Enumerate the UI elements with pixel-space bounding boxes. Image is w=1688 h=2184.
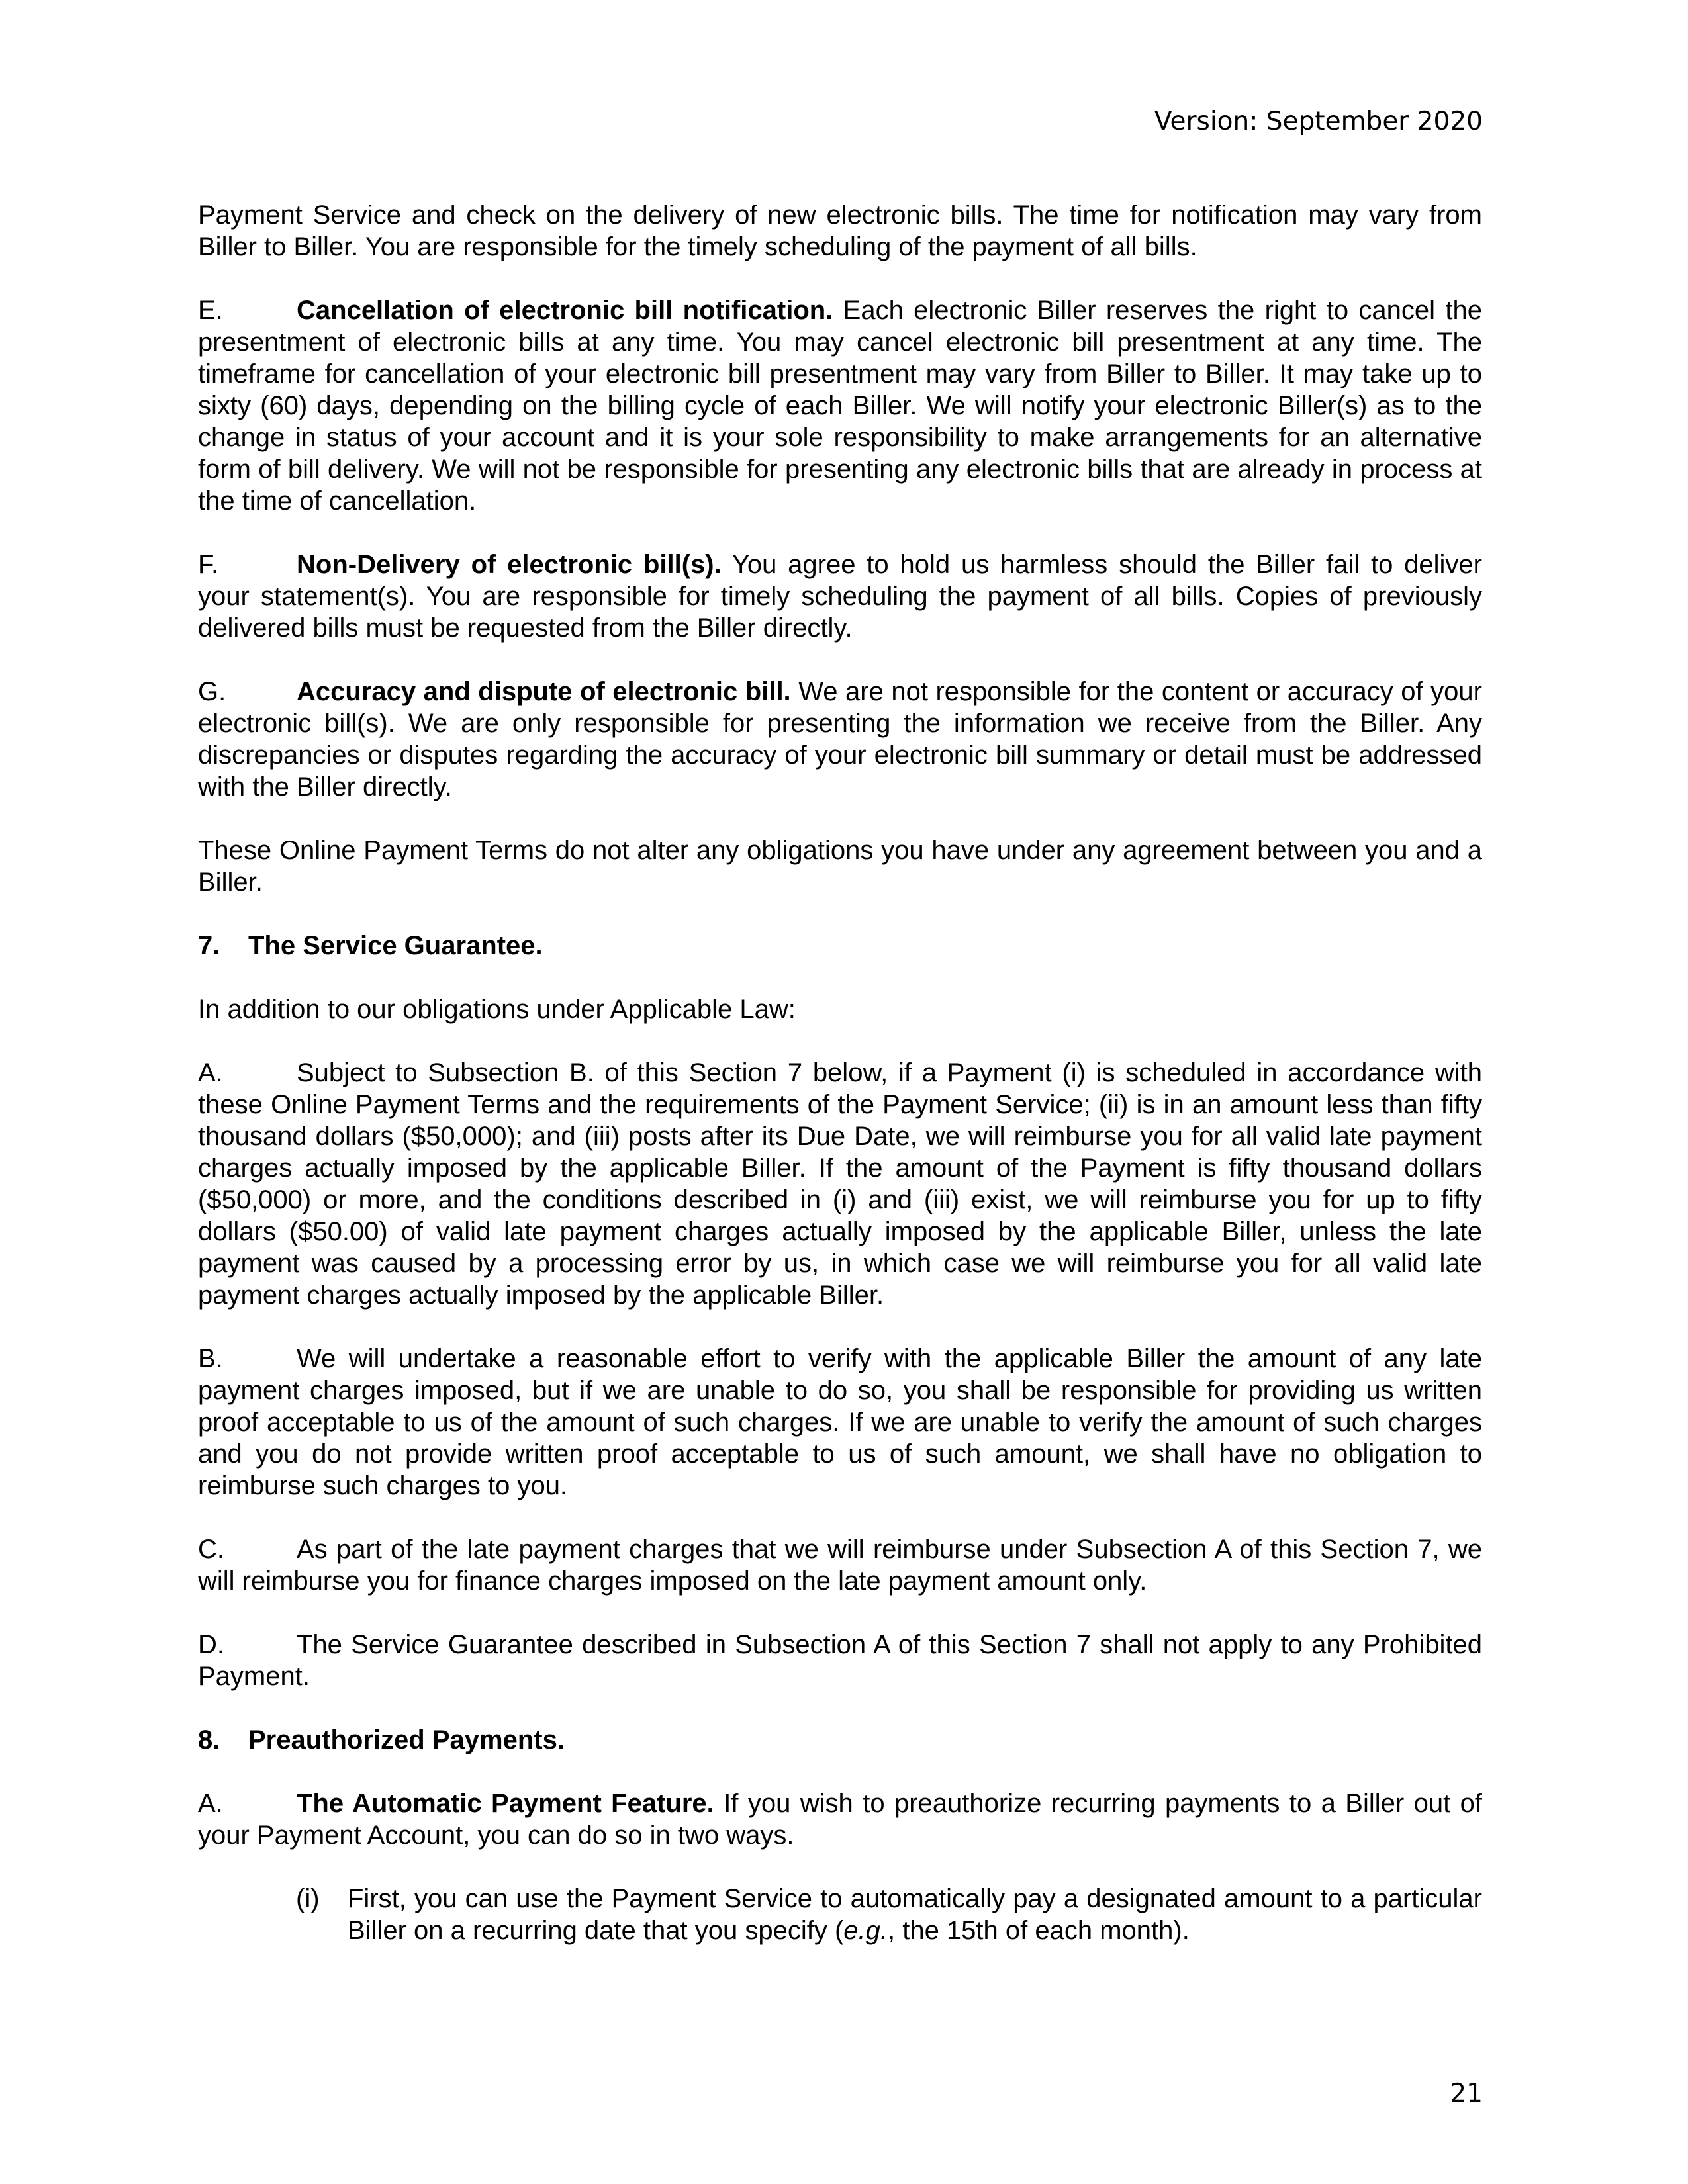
item-label: (i) <box>296 1884 320 1913</box>
item-body-before: First, you can use the Payment Service to automatically pay a designated amount to a particular Biller on a recurring date that you specify ( <box>348 1884 1482 1945</box>
intro-paragraph: Payment Service and check on the delivery of new electronic bills. The time for notification may vary from Biller to Biller. You are responsible for the timely scheduling of the payment of all bills. <box>198 201 1482 261</box>
paragraph-title: The Automatic Payment Feature. <box>297 1789 714 1818</box>
section-title: Preauthorized Payments. <box>248 1725 565 1754</box>
section-number: 7. <box>198 931 220 960</box>
paragraph-body: If you wish to preauthorize recurring payments to a Biller out of your Payment Account, you can do so in two ways. <box>198 1789 1482 1850</box>
paragraph-body: Subject to Subsection B. of this Section 7 below, if a Payment (i) is scheduled in accordance with these Online Payment Terms and the requirements of the Payment Service; (ii) is in an amount less than fifty thousand dollars ($50,000); and (iii) posts after its Due Date, we will reimburse you for all valid late payment charges actually imposed by the applicable Biller. If the amount of the Payment is fifty thousand dollars ($50,000) or more, and the conditions described in (i) and (iii) exist, we will reimburse you for up to fifty dollars ($50.00) of valid late payment charges actually imposed by the applicable Biller, unless the late payment was caused by a processing error by us, in which case we will reimburse you for all valid late payment charges actually imposed by the applicable Biller. <box>198 1058 1482 1310</box>
section-7-heading <box>198 930 1482 962</box>
paragraph-label: C. <box>198 1535 224 1564</box>
paragraph-label: F. <box>198 550 219 579</box>
paragraph-body: We are not responsible for the content or accuracy of your electronic bill(s). We are only responsible for presenting the information we receive from the Biller. Any discrepancies or disputes regarding the accuracy of your electronic bill summary or detail must be addressed with the Biller directly. <box>198 677 1482 801</box>
paragraph-body: Each electronic Biller reserves the right to cancel the presentment of electronic bills at any time. You may cancel electronic bill presentment at any time. The timeframe for cancellation of your electronic bill presentment may vary from Biller to Biller. It may take up to sixty (60) days, depending on the billing cycle of each Biller. We will notify your electronic Biller(s) as to the change in status of your account and it is your sole responsibility to make arrangements for an alternative form of bill delivery. We will not be responsible for presenting any electronic bills that are already in process at the time of cancellation. <box>198 296 1482 516</box>
page-number: 21 <box>1450 2079 1483 2109</box>
paragraph-label: A. <box>198 1789 223 1818</box>
section-7-paragraph-d <box>198 1629 1482 1692</box>
paragraph-label: G. <box>198 677 226 706</box>
paragraph-e <box>198 295 1482 517</box>
paragraph-label: E. <box>198 296 223 325</box>
paragraph-g <box>198 676 1482 803</box>
section-7-paragraph-b <box>198 1343 1482 1502</box>
paragraph-title: Cancellation of electronic bill notification. <box>297 296 833 325</box>
section-8-paragraph-a <box>198 1788 1482 1851</box>
section-7-paragraph-c <box>198 1533 1482 1597</box>
paragraph-body: The Service Guarantee described in Subsection A of this Section 7 shall not apply to any Prohibited Payment. <box>198 1630 1482 1691</box>
paragraph-label: A. <box>198 1058 223 1087</box>
section-7-intro: In addition to our obligations under Applicable Law: <box>198 995 796 1024</box>
section-number: 8. <box>198 1725 220 1754</box>
paragraph-title: Non-Delivery of electronic bill(s). <box>297 550 722 579</box>
paragraph-body: As part of the late payment charges that we will reimburse under Subsection A of this Section 7, we will reimburse you for finance charges imposed on the late payment amount only. <box>198 1535 1482 1596</box>
section-7-paragraph-a <box>198 1057 1482 1311</box>
version-label: Version: September 2020 <box>1154 107 1483 136</box>
paragraph-title: Accuracy and dispute of electronic bill. <box>297 677 791 706</box>
section-title: The Service Guarantee. <box>248 931 543 960</box>
terms-note-paragraph: These Online Payment Terms do not alter any obligations you have under any agreement between you and a Biller. <box>198 836 1482 897</box>
item-body-italic: e.g. <box>843 1916 888 1945</box>
section-8-item-i <box>250 1883 1482 1946</box>
document-body <box>198 199 1482 1978</box>
paragraph-label: D. <box>198 1630 224 1659</box>
paragraph-body: We will undertake a reasonable effort to verify with the applicable Biller the amount of any late payment charges imposed, but if we are unable to do so, you shall be responsible for providing us written proof acceptable to us of the amount of such charges. If we are unable to verify the amount of such charges and you do not provide written proof acceptable to us of such amount, we shall have no obligation to reimburse such charges to you. <box>198 1344 1482 1500</box>
item-body-after: , the 15th of each month). <box>887 1916 1190 1945</box>
paragraph-label: B. <box>198 1344 223 1373</box>
section-8-heading <box>198 1724 1482 1756</box>
paragraph-f <box>198 549 1482 644</box>
paragraph-body: You agree to hold us harmless should the Biller fail to deliver your statement(s). You are responsible for timely scheduling the payment of all bills. Copies of previously delivered bills must be requested from the Biller directly. <box>198 550 1482 643</box>
